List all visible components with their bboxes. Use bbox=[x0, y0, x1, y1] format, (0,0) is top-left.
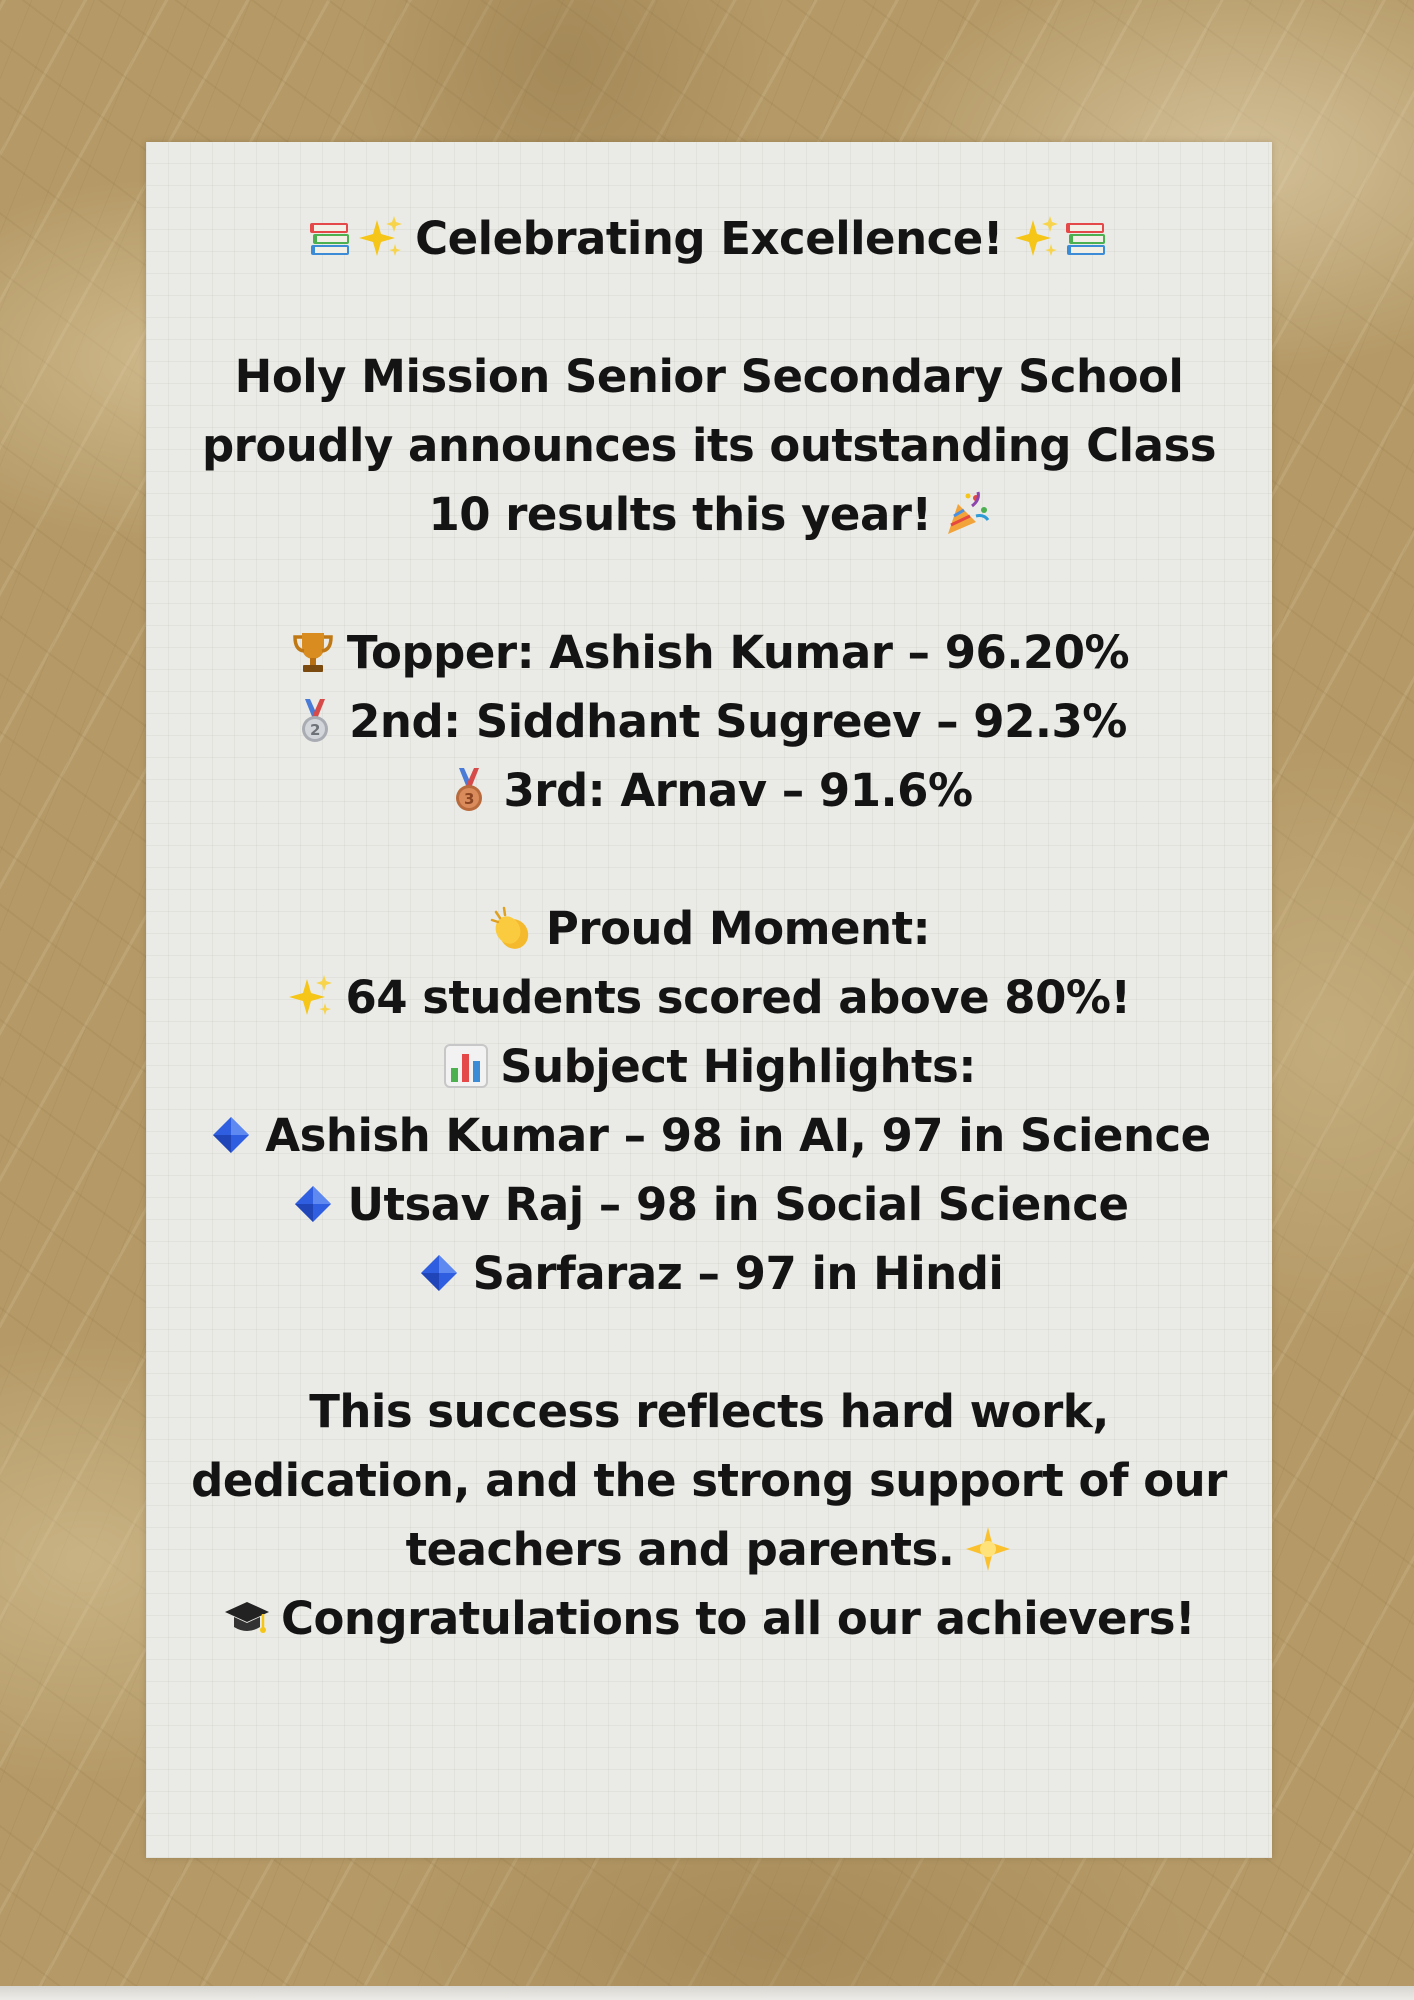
announcement-content bbox=[146, 204, 1272, 1653]
graduation-cap-icon bbox=[223, 1594, 271, 1642]
congrats-line: Congratulations to all our achievers! bbox=[146, 1584, 1272, 1653]
bottom-edge bbox=[0, 1986, 1414, 2000]
glowing-star-icon bbox=[964, 1525, 1012, 1573]
sparkles-icon bbox=[1013, 214, 1061, 262]
ranking-topper: Topper: Ashish Kumar – 96.20% bbox=[146, 618, 1272, 687]
subject-highlight-2: Utsav Raj – 98 in Social Science bbox=[146, 1170, 1272, 1239]
bar-chart-icon bbox=[442, 1042, 490, 1090]
books-icon bbox=[307, 214, 355, 262]
closing-line-3: teachers and parents. bbox=[146, 1515, 1272, 1584]
ranking-second: 2nd: Siddhant Sugreev – 92.3% bbox=[146, 687, 1272, 756]
bronze-medal-icon bbox=[445, 766, 493, 814]
title-decoration-right bbox=[1011, 204, 1111, 273]
books-icon bbox=[1063, 214, 1111, 262]
announcement-paper bbox=[146, 142, 1272, 1858]
silver-medal-icon bbox=[291, 697, 339, 745]
blue-diamond-icon bbox=[289, 1180, 337, 1228]
subject-highlight-1: Ashish Kumar – 98 in AI, 97 in Science bbox=[146, 1101, 1272, 1170]
subject-heading: Subject Highlights: bbox=[146, 1032, 1272, 1101]
intro-line-3: 10 results this year! bbox=[146, 480, 1272, 549]
ranking-third: 3rd: Arnav – 91.6% bbox=[146, 756, 1272, 825]
sparkles-icon bbox=[357, 214, 405, 262]
title-decoration-left bbox=[307, 204, 407, 273]
blue-diamond-icon bbox=[415, 1249, 463, 1297]
title-line bbox=[146, 204, 1272, 273]
trophy-icon bbox=[289, 628, 337, 676]
intro-line-1: Holy Mission Senior Secondary School bbox=[234, 350, 1184, 403]
proud-moment-heading: Proud Moment: bbox=[146, 894, 1272, 963]
intro-line-2: proudly announces its outstanding Class bbox=[201, 419, 1217, 472]
blue-diamond-icon bbox=[207, 1111, 255, 1159]
party-popper-icon bbox=[942, 490, 990, 538]
closing-line-2: dedication, and the strong support of our bbox=[191, 1454, 1227, 1507]
subject-highlight-3: Sarfaraz – 97 in Hindi bbox=[146, 1239, 1272, 1308]
post-title: Celebrating Excellence! bbox=[415, 212, 1003, 265]
closing-line-1: This success reflects hard work, bbox=[309, 1385, 1109, 1438]
clapping-hands-icon bbox=[488, 904, 536, 952]
sparkles-icon bbox=[287, 973, 335, 1021]
proud-moment-text: 64 students scored above 80%! bbox=[146, 963, 1272, 1032]
